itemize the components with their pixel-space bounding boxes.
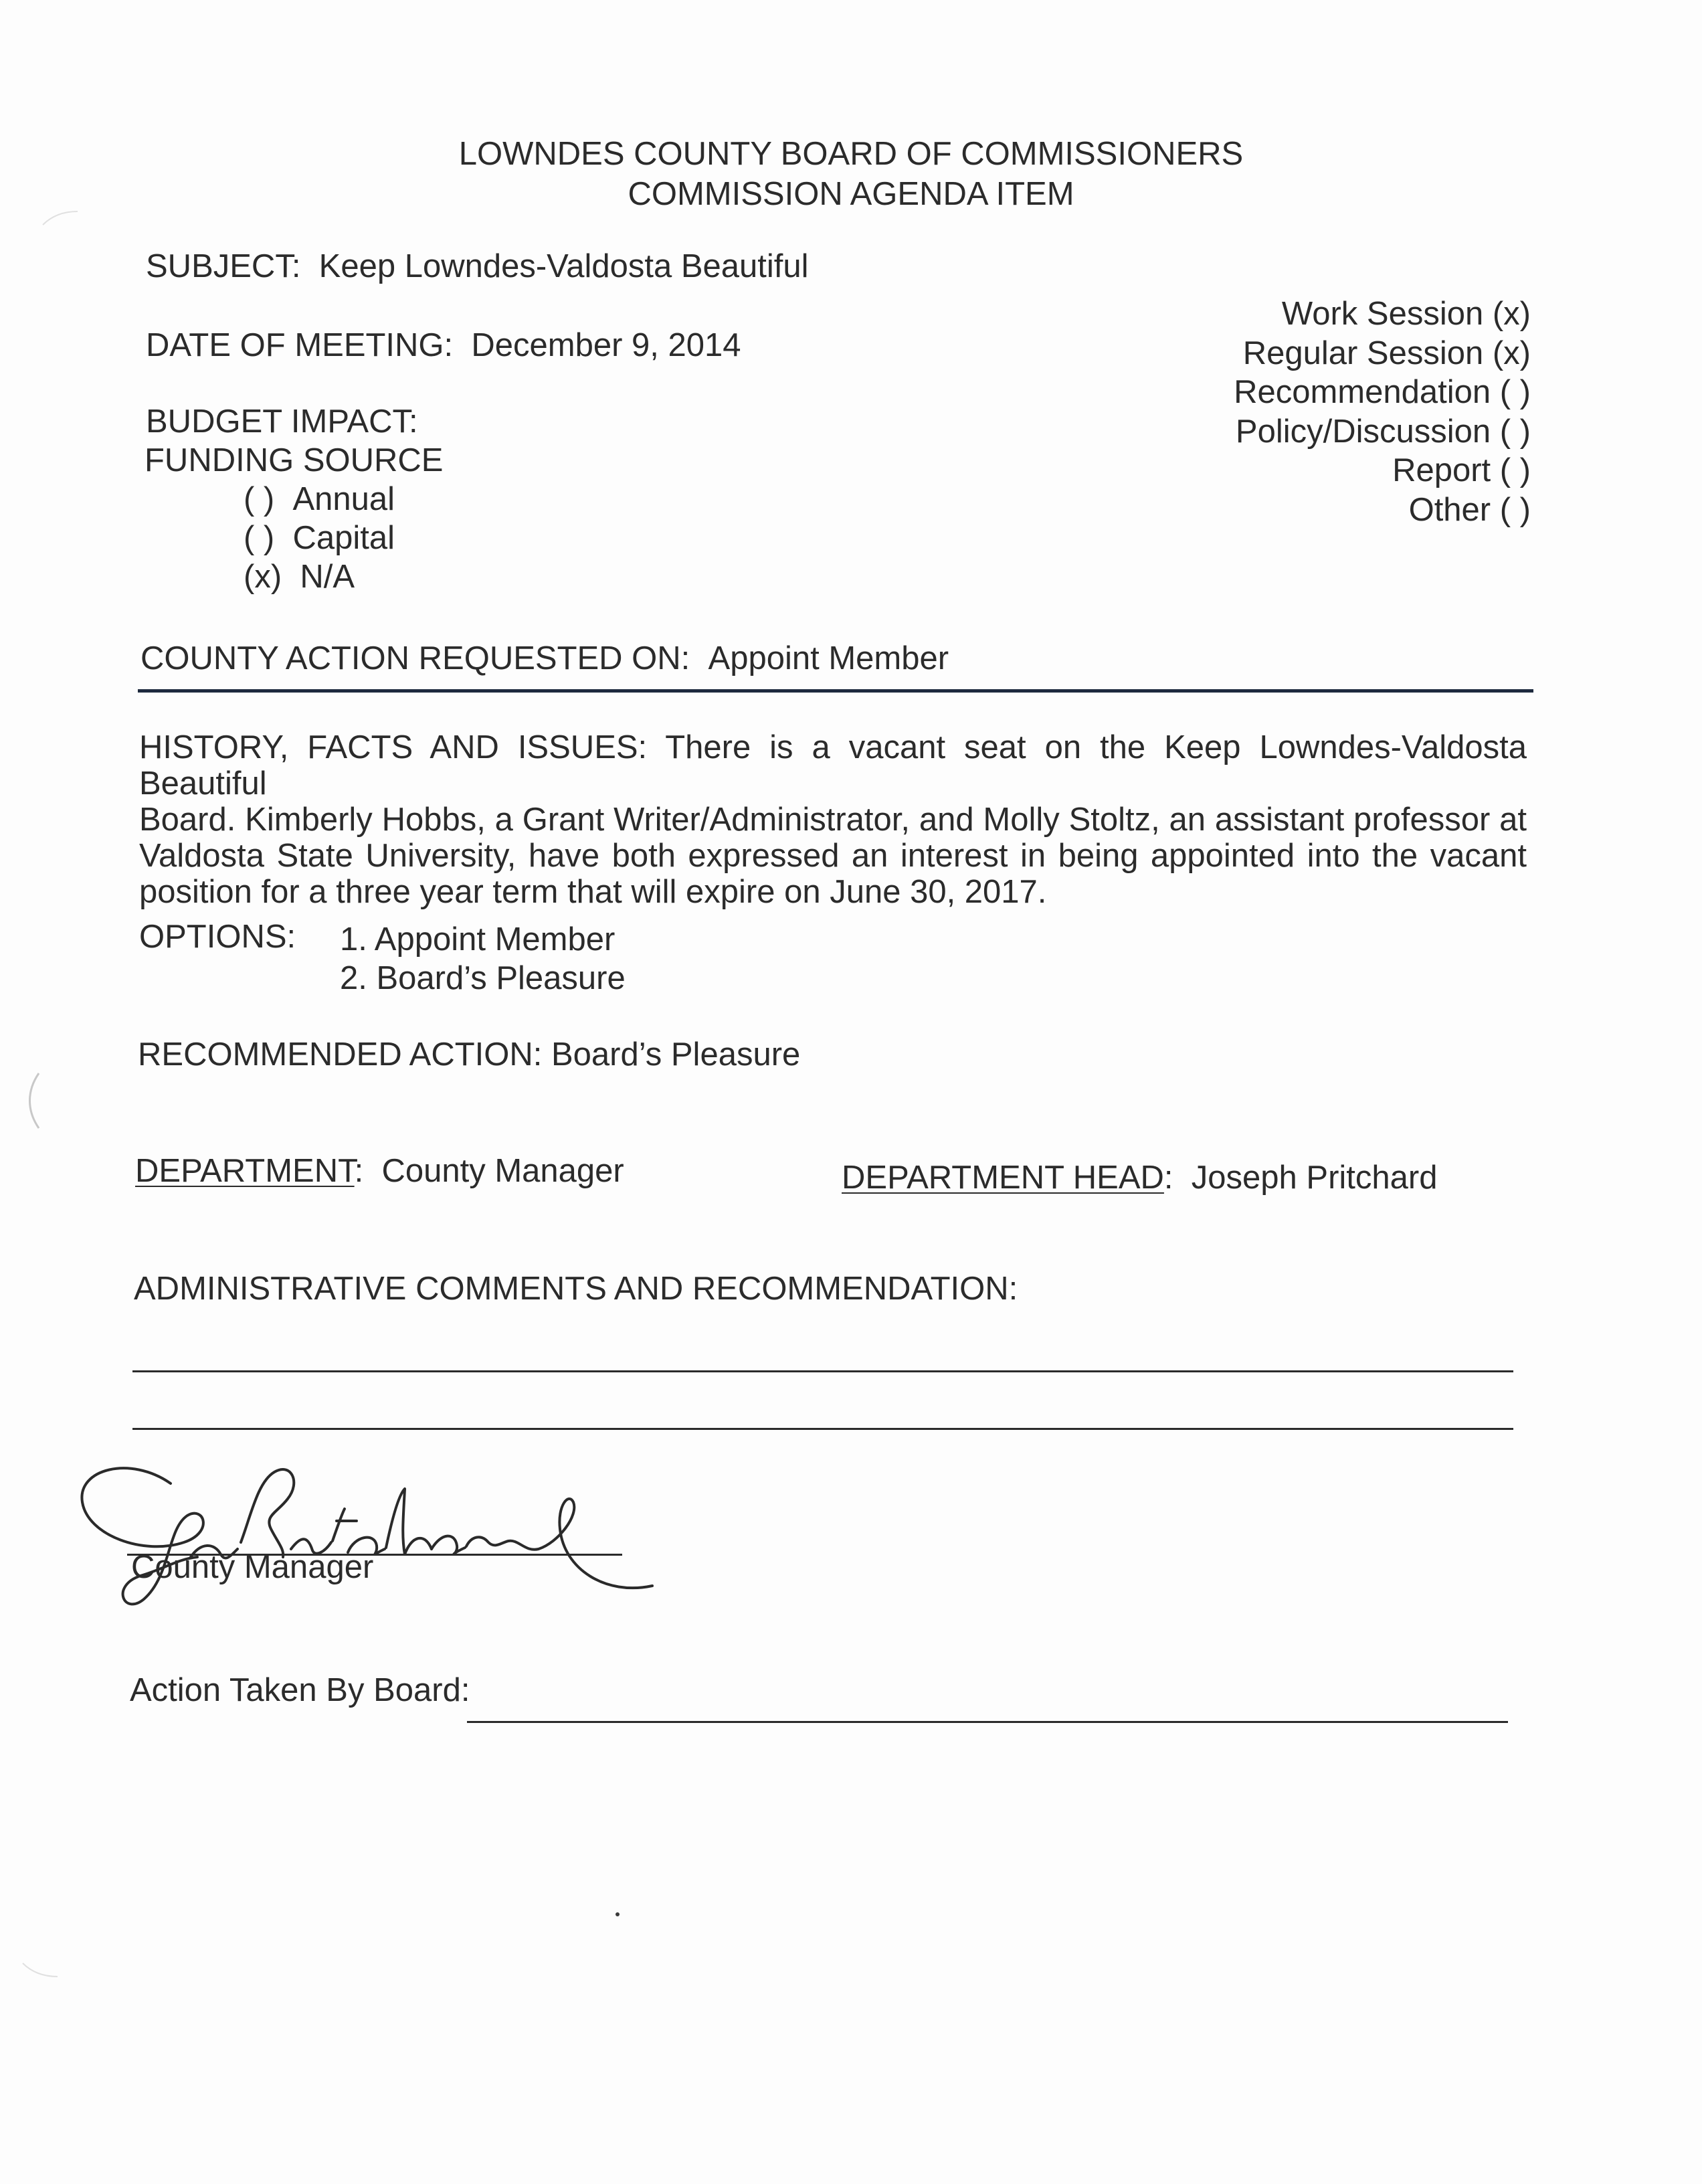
- scan-artifact: [40, 207, 80, 227]
- budget-impact-label: BUDGET IMPACT:: [146, 403, 418, 440]
- comment-line-2: [132, 1428, 1513, 1430]
- option-item-2: 2. Board’s Pleasure: [340, 960, 626, 996]
- action-requested-label: COUNTY ACTION REQUESTED ON:: [140, 640, 690, 676]
- session-type-list: [1234, 294, 1531, 529]
- action-requested-value: Appoint Member: [708, 640, 949, 676]
- history-line: Valdosta State University, have both expressed an interest in being appointed into the vacant: [139, 838, 1527, 874]
- funding-option-capital: [244, 518, 395, 558]
- comment-line-1: [132, 1370, 1513, 1372]
- action-taken-line: [467, 1721, 1508, 1723]
- session-other: Other ( ): [1408, 491, 1531, 528]
- funding-option-na: [244, 557, 355, 597]
- funding-option-label: Annual: [292, 481, 395, 517]
- department-head-label: DEPARTMENT HEAD: [842, 1160, 1164, 1196]
- checkbox-mark: (x): [244, 559, 282, 595]
- scan-dot: [616, 1912, 620, 1916]
- history-facts-issues: [139, 729, 1527, 910]
- subject-value: Keep Lowndes-Valdosta Beautiful: [318, 248, 809, 284]
- session-work: Work Session (x): [1281, 296, 1531, 332]
- session-report: Report ( ): [1392, 452, 1531, 488]
- meeting-date-label: DATE OF MEETING:: [146, 327, 454, 363]
- history-line: Board. Kimberly Hobbs, a Grant Writer/Administrator, and Molly Stoltz, an assistant professor at: [139, 802, 1527, 838]
- checkbox-mark: ( ): [244, 520, 275, 556]
- scan-artifact: [20, 1961, 60, 1981]
- option-item-1: 1. Appoint Member: [340, 921, 616, 958]
- action-taken-label: Action Taken By Board:: [130, 1672, 470, 1708]
- document-header: [0, 134, 1702, 214]
- options-label: OPTIONS:: [139, 919, 296, 955]
- subject-label: SUBJECT:: [146, 248, 301, 284]
- funding-option-label: N/A: [300, 559, 355, 595]
- subject-row: [146, 246, 809, 286]
- department-label: DEPARTMENT: [135, 1153, 355, 1189]
- recommended-action-value: Board’s Pleasure: [551, 1036, 801, 1073]
- header-title: LOWNDES COUNTY BOARD OF COMMISSIONERS: [458, 136, 1244, 172]
- funding-option-annual: [244, 479, 395, 519]
- session-regular: Regular Session (x): [1242, 335, 1531, 371]
- meeting-date-value: December 9, 2014: [471, 327, 741, 363]
- recommended-action-label: RECOMMENDED ACTION:: [138, 1036, 543, 1073]
- funding-option-label: Capital: [292, 520, 395, 556]
- department-head-row: DEPARTMENT HEAD: Joseph Pritchard: [842, 1160, 1438, 1196]
- session-recommendation: Recommendation ( ): [1234, 374, 1531, 410]
- header-subtitle: COMMISSION AGENDA ITEM: [628, 176, 1074, 212]
- funding-source-label: FUNDING SOURCE: [145, 442, 444, 478]
- admin-comments-label: ADMINISTRATIVE COMMENTS AND RECOMMENDATION:: [134, 1271, 1018, 1307]
- history-line: position for a three year term that will expire on June 30, 2017.: [139, 874, 1047, 910]
- signature-scribble: [70, 1442, 672, 1616]
- session-policy-discussion: Policy/Discussion ( ): [1235, 413, 1531, 450]
- recommended-action-row: [138, 1034, 800, 1075]
- hole-punch-mark: [23, 1071, 43, 1131]
- department-row: DEPARTMENT: County Manager: [135, 1153, 624, 1189]
- department-head-value: Joseph Pritchard: [1191, 1160, 1438, 1196]
- meeting-date-row: [146, 325, 741, 365]
- action-requested-row: [140, 638, 949, 678]
- checkbox-mark: ( ): [244, 481, 275, 517]
- department-value: County Manager: [381, 1153, 624, 1189]
- signature-title: County Manager: [131, 1549, 374, 1585]
- section-divider: [138, 689, 1533, 693]
- history-line: HISTORY, FACTS AND ISSUES: There is a vacant seat on the Keep Lowndes-Valdosta Beautiful: [139, 729, 1527, 802]
